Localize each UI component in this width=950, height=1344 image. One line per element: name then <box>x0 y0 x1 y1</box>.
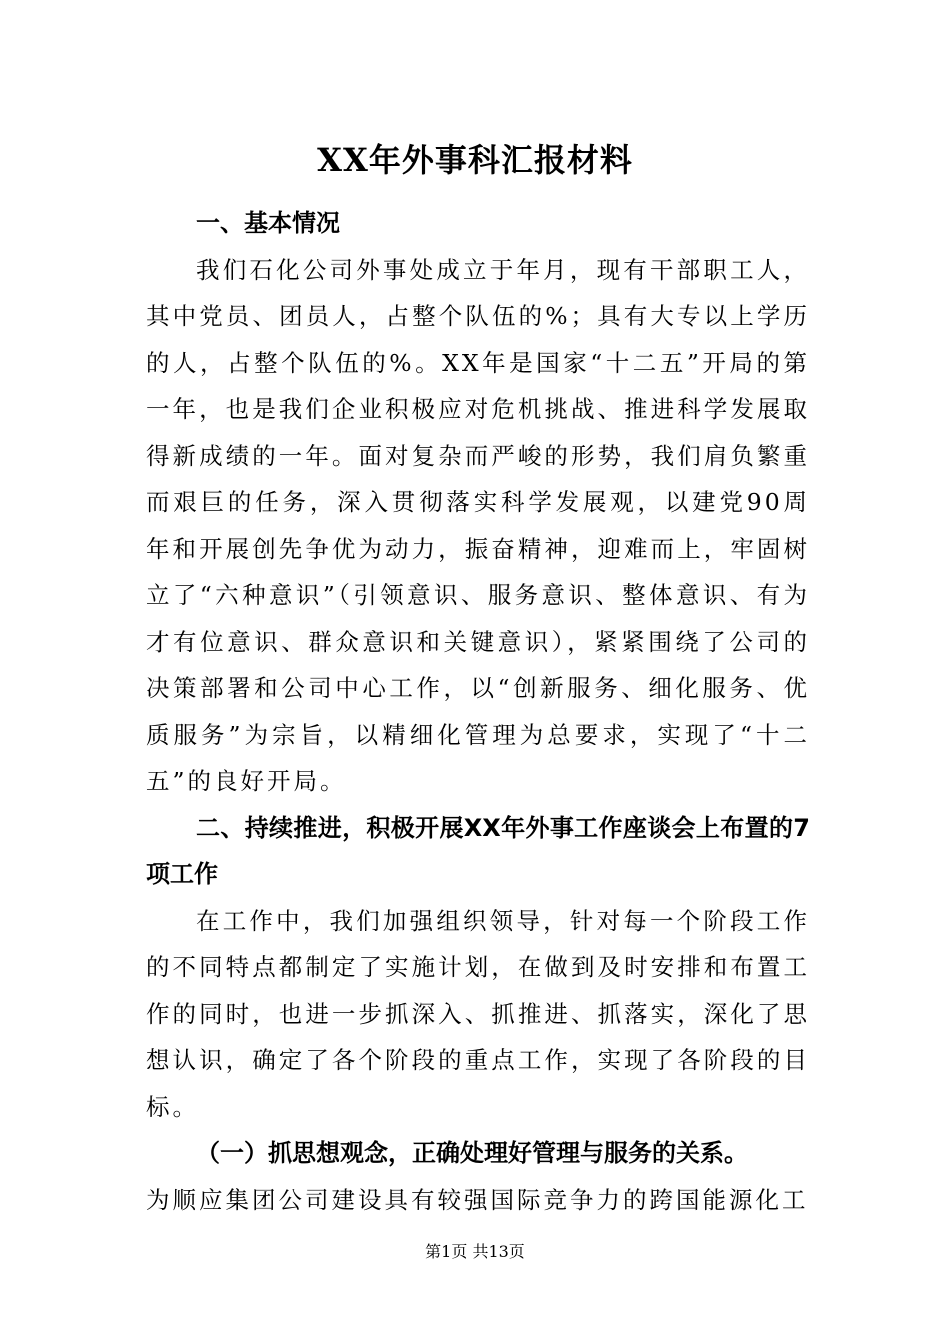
subsection-paragraph-ideology: 为顺应集团公司建设具有较强国际竞争力的跨国能源化工 <box>146 1185 809 1214</box>
document-body <box>146 200 810 1223</box>
document-title: XX年外事科汇报材料 <box>317 141 633 179</box>
page-number-footer: 第1页 共13页 <box>425 1242 525 1261</box>
section-paragraph-continuous-progress: 在工作中，我们加强组织领导，针对每一个阶段工作的不同特点都制定了实施计划，在做到及时安排和布置工作的同时，也进一步抓深入、抓推进、抓落实，深化了思想认识，确定了各个阶段的重点工作，实现了各阶段的目标。 <box>146 906 810 1121</box>
subsection-heading-ideology: （一）抓思想观念，正确处理好管理与服务的关系。 <box>196 1139 748 1167</box>
section-heading-continuous-progress: 二、持续推进，积极开展XX年外事工作座谈会上布置的7项工作 <box>146 813 810 888</box>
section-heading-basic-situation: 一、基本情况 <box>196 209 340 237</box>
section-paragraph-basic-situation: 我们石化公司外事处成立于年月，现有干部职工人，其中党员、团员人，占整个队伍的%；具有大专以上学历的人，占整个队伍的%。XX年是国家“十二五”开局的第一年，也是我们企业积极应对危机挑战、推进科学发展取得新成绩的一年。面对复杂而严峻的形势，我们肩负繁重而艰巨的任务，深入贯彻落实科学发展观，以建党90周年和开展创先争优为动力，振奋精神，迎难而上，牢固树立了“六种意识”（引领意识、服务意识、整体意识、有为才有位意识、群众意识和关键意识），紧紧围绕了公司的决策部署和公司中心工作，以“创新服务、细化服务、优质服务”为宗旨，以精细化管理为总要求，实现了“十二五”的良好开局。 <box>146 255 810 795</box>
